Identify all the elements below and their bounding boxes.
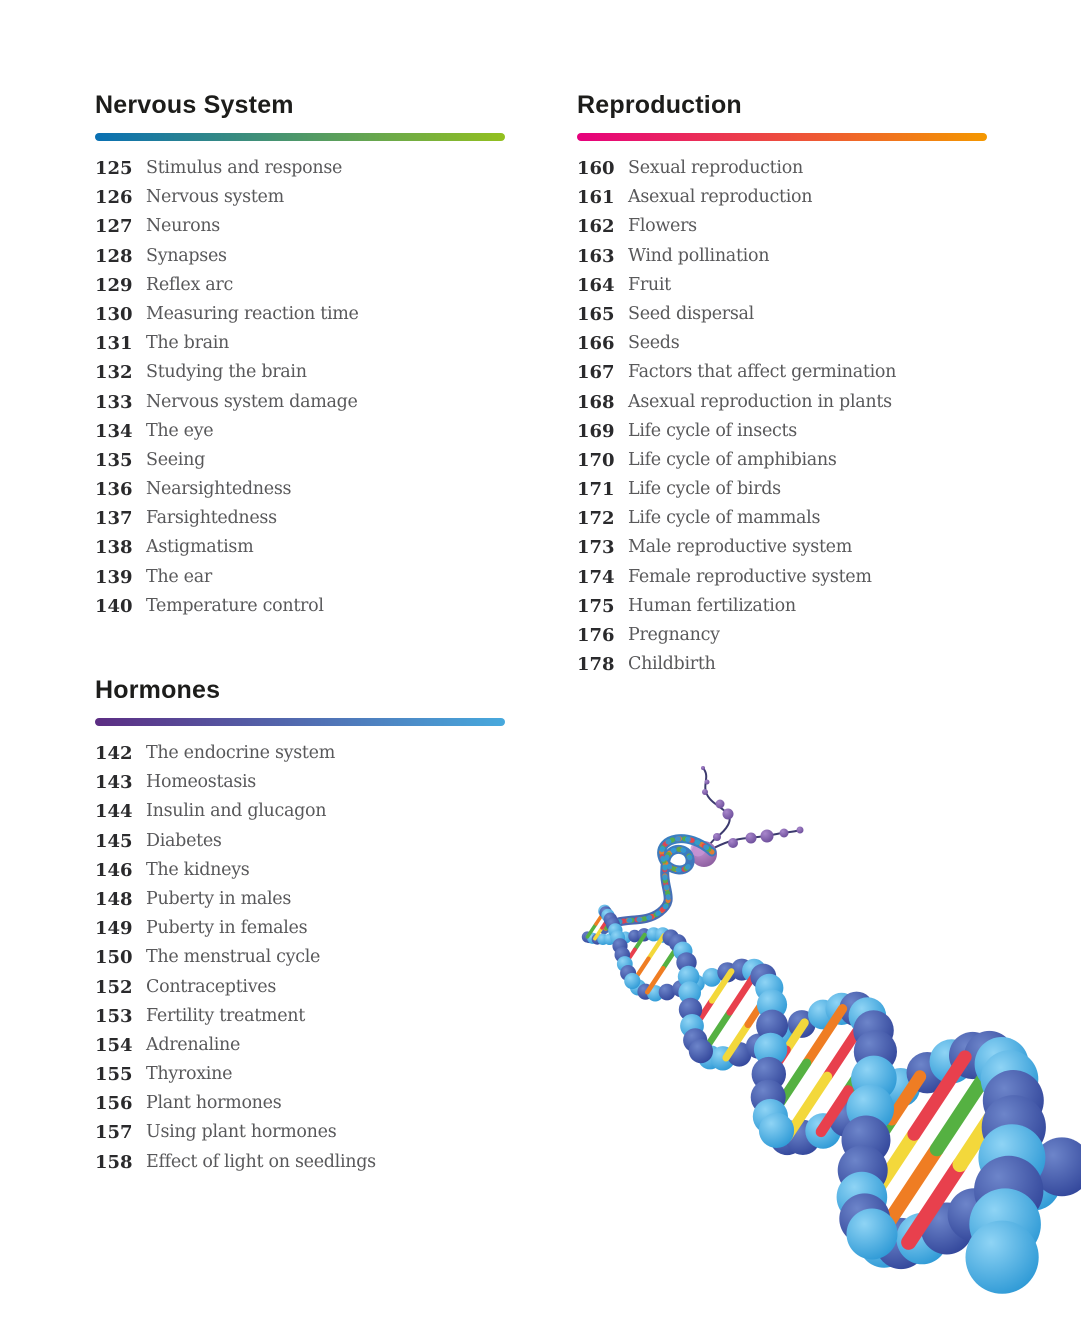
- toc-entry-label: Human fertilization: [628, 595, 796, 616]
- toc-entry-page-number: 146: [95, 859, 133, 881]
- toc-entry-label: Wind pollination: [628, 245, 770, 266]
- toc-entry-page-number: 149: [95, 918, 133, 940]
- toc-entry-label: Synapses: [146, 245, 227, 266]
- toc-entry-label: The eye: [146, 420, 214, 441]
- toc-entry: [577, 475, 991, 504]
- toc-entry-page-number: 164: [577, 274, 615, 296]
- toc-entry: [95, 271, 509, 300]
- toc-entry-page-number: 133: [95, 391, 133, 413]
- toc-entry-page-number: 126: [95, 187, 133, 209]
- toc-entry-page-number: 174: [577, 566, 615, 588]
- section-underline-bar: [95, 718, 505, 726]
- toc-entry-label: The brain: [146, 333, 230, 354]
- toc-entry: [577, 300, 991, 329]
- toc-entry-page-number: 142: [95, 743, 133, 764]
- toc-entry-label: Asexual reproduction: [628, 187, 813, 208]
- toc-entry-label: Fertility treatment: [146, 1005, 305, 1026]
- toc-entry-page-number: 129: [95, 274, 133, 296]
- toc-entry: [577, 183, 991, 212]
- toc-entry-label: Pregnancy: [628, 625, 720, 645]
- toc-entry: [95, 1060, 509, 1089]
- toc-entry-label: Stimulus and response: [146, 158, 343, 178]
- toc-entry-page-number: 175: [577, 595, 615, 617]
- section-hormones: [95, 676, 509, 1177]
- toc-entry-label: Life cycle of insects: [628, 420, 797, 441]
- toc-entry-label: Effect of light on seedlings: [146, 1151, 376, 1172]
- toc-entry-page-number: 145: [95, 830, 133, 852]
- toc-entry-page-number: 144: [95, 801, 133, 823]
- toc-entry-label: Seeing: [146, 449, 205, 470]
- toc-entry: [577, 388, 991, 417]
- toc-entry: [95, 1148, 509, 1177]
- toc-entry-page-number: 148: [95, 888, 133, 910]
- toc-entry-label: Nervous system: [146, 187, 284, 208]
- toc-entry-label: The ear: [146, 566, 212, 587]
- toc-entry-label: Astigmatism: [146, 537, 254, 558]
- toc-entry: [95, 856, 509, 885]
- toc-list-nervous-system: [95, 154, 509, 621]
- toc-entry: [95, 154, 509, 183]
- toc-entry-page-number: 162: [577, 216, 615, 238]
- section-title: Nervous System: [95, 91, 294, 119]
- toc-list-hormones: [95, 739, 509, 1177]
- section-title: Hormones: [95, 676, 221, 704]
- toc-entry-page-number: 178: [577, 654, 615, 676]
- toc-entry: [577, 154, 991, 183]
- toc-entry-label: The endocrine system: [146, 743, 336, 763]
- toc-entry-label: Life cycle of birds: [628, 479, 781, 500]
- toc-entry: [95, 417, 509, 446]
- toc-entry: [577, 212, 991, 241]
- toc-entry-label: Flowers: [628, 216, 697, 237]
- toc-entry-label: Diabetes: [146, 830, 222, 851]
- toc-entry-page-number: 136: [95, 479, 133, 501]
- toc-entry-page-number: 156: [95, 1093, 133, 1115]
- toc-entry-page-number: 137: [95, 508, 133, 530]
- toc-entry-label: Factors that affect germination: [628, 362, 897, 383]
- toc-entry-label: The kidneys: [146, 859, 250, 880]
- toc-entry-page-number: 154: [95, 1034, 133, 1056]
- toc-entry: [95, 973, 509, 1002]
- toc-entry: [577, 592, 991, 621]
- toc-entry-label: Life cycle of mammals: [628, 508, 821, 529]
- toc-entry-label: Adrenaline: [146, 1034, 241, 1055]
- toc-entry: [95, 563, 509, 592]
- toc-entry-label: Asexual reproduction in plants: [628, 391, 892, 412]
- toc-entry-label: Insulin and glucagon: [146, 801, 327, 822]
- toc-entry-label: Using plant hormones: [146, 1122, 337, 1143]
- toc-entry: [577, 504, 991, 533]
- toc-entry-page-number: 130: [95, 303, 133, 325]
- toc-entry: [577, 271, 991, 300]
- toc-entry: [577, 650, 991, 679]
- toc-entry: [95, 329, 509, 358]
- toc-entry: [95, 300, 509, 329]
- toc-entry-page-number: 134: [95, 420, 133, 442]
- toc-entry-label: Nervous system damage: [146, 391, 358, 412]
- toc-entry-label: Plant hormones: [146, 1093, 282, 1114]
- toc-entry-page-number: 152: [95, 976, 133, 998]
- toc-entry-page-number: 153: [95, 1005, 133, 1027]
- section-reproduction: [577, 91, 991, 679]
- section-underline-bar: [577, 133, 987, 141]
- toc-entry: [95, 475, 509, 504]
- toc-entry-page-number: 150: [95, 947, 133, 969]
- toc-entry: [95, 504, 509, 533]
- toc-entry: [577, 329, 991, 358]
- toc-entry-label: Fruit: [628, 274, 671, 295]
- toc-entry: [95, 943, 509, 972]
- toc-entry-page-number: 135: [95, 449, 133, 471]
- section-underline-bar: [95, 133, 505, 141]
- toc-entry: [95, 446, 509, 475]
- toc-entry: [95, 827, 509, 856]
- toc-entry-page-number: 168: [577, 391, 615, 413]
- toc-entry-label: Contraceptives: [146, 976, 277, 997]
- toc-entry-page-number: 173: [577, 537, 615, 559]
- toc-entry: [95, 1002, 509, 1031]
- toc-entry: [95, 797, 509, 826]
- toc-entry-page-number: 139: [95, 566, 133, 588]
- toc-entry-page-number: 167: [577, 362, 615, 384]
- toc-entry: [95, 1118, 509, 1147]
- toc-entry-label: Neurons: [146, 216, 220, 237]
- toc-entry: [95, 242, 509, 271]
- toc-entry-label: Farsightedness: [146, 508, 277, 529]
- toc-entry: [95, 885, 509, 914]
- toc-entry: [95, 183, 509, 212]
- dna-double-helix-illustration: [570, 742, 1081, 1341]
- toc-entry-page-number: 127: [95, 216, 133, 238]
- toc-entry-label: The menstrual cycle: [146, 947, 321, 968]
- toc-entry-page-number: 172: [577, 508, 615, 530]
- toc-entry: [577, 358, 991, 387]
- toc-entry-page-number: 140: [95, 595, 133, 617]
- section-title: Reproduction: [577, 91, 742, 119]
- toc-entry-label: Female reproductive system: [628, 566, 872, 587]
- toc-entry: [577, 533, 991, 562]
- toc-entry-label: Measuring reaction time: [146, 303, 359, 324]
- toc-entry-label: Male reproductive system: [628, 537, 853, 558]
- toc-entry-page-number: 165: [577, 303, 615, 325]
- toc-entry: [577, 446, 991, 475]
- toc-entry-label: Puberty in females: [146, 918, 308, 939]
- toc-entry-page-number: 161: [577, 187, 615, 209]
- toc-entry-page-number: 163: [577, 245, 615, 267]
- toc-entry: [95, 1031, 509, 1060]
- toc-entry-page-number: 170: [577, 449, 615, 471]
- toc-entry-page-number: 143: [95, 772, 133, 794]
- toc-list-reproduction: [577, 154, 991, 679]
- toc-entry: [95, 388, 509, 417]
- toc-entry: [95, 533, 509, 562]
- toc-entry-page-number: 132: [95, 362, 133, 384]
- toc-entry: [577, 242, 991, 271]
- toc-entry-label: Homeostasis: [146, 772, 256, 793]
- toc-entry: [95, 1089, 509, 1118]
- toc-entry-label: Studying the brain: [146, 362, 307, 383]
- toc-entry: [95, 739, 509, 768]
- toc-entry: [577, 417, 991, 446]
- toc-entry-label: Thyroxine: [146, 1064, 233, 1085]
- toc-entry-page-number: 160: [577, 158, 615, 179]
- toc-entry-page-number: 171: [577, 479, 615, 501]
- toc-entry-label: Childbirth: [628, 654, 716, 675]
- section-nervous-system: [95, 91, 509, 621]
- toc-entry: [577, 621, 991, 650]
- toc-entry-page-number: 166: [577, 333, 615, 355]
- toc-entry-page-number: 128: [95, 245, 133, 267]
- toc-entry-label: Reflex arc: [146, 274, 233, 295]
- toc-entry-label: Temperature control: [146, 595, 324, 616]
- toc-entry: [95, 212, 509, 241]
- toc-entry-label: Seed dispersal: [628, 303, 754, 324]
- toc-entry-page-number: 155: [95, 1064, 133, 1086]
- toc-entry: [95, 592, 509, 621]
- toc-entry-page-number: 176: [577, 625, 615, 646]
- toc-entry: [95, 914, 509, 943]
- toc-entry-page-number: 158: [95, 1151, 133, 1173]
- toc-entry-label: Seeds: [628, 333, 680, 354]
- toc-entry-page-number: 138: [95, 537, 133, 559]
- toc-entry-page-number: 125: [95, 158, 133, 179]
- toc-entry-label: Sexual reproduction: [628, 158, 803, 178]
- toc-entry: [95, 358, 509, 387]
- toc-entry: [577, 563, 991, 592]
- toc-entry-label: Nearsightedness: [146, 479, 292, 500]
- toc-entry-page-number: 169: [577, 420, 615, 442]
- toc-entry-label: Puberty in males: [146, 888, 292, 909]
- toc-entry-page-number: 131: [95, 333, 133, 355]
- toc-entry: [95, 768, 509, 797]
- toc-entry-page-number: 157: [95, 1122, 133, 1144]
- toc-entry-label: Life cycle of amphibians: [628, 449, 837, 470]
